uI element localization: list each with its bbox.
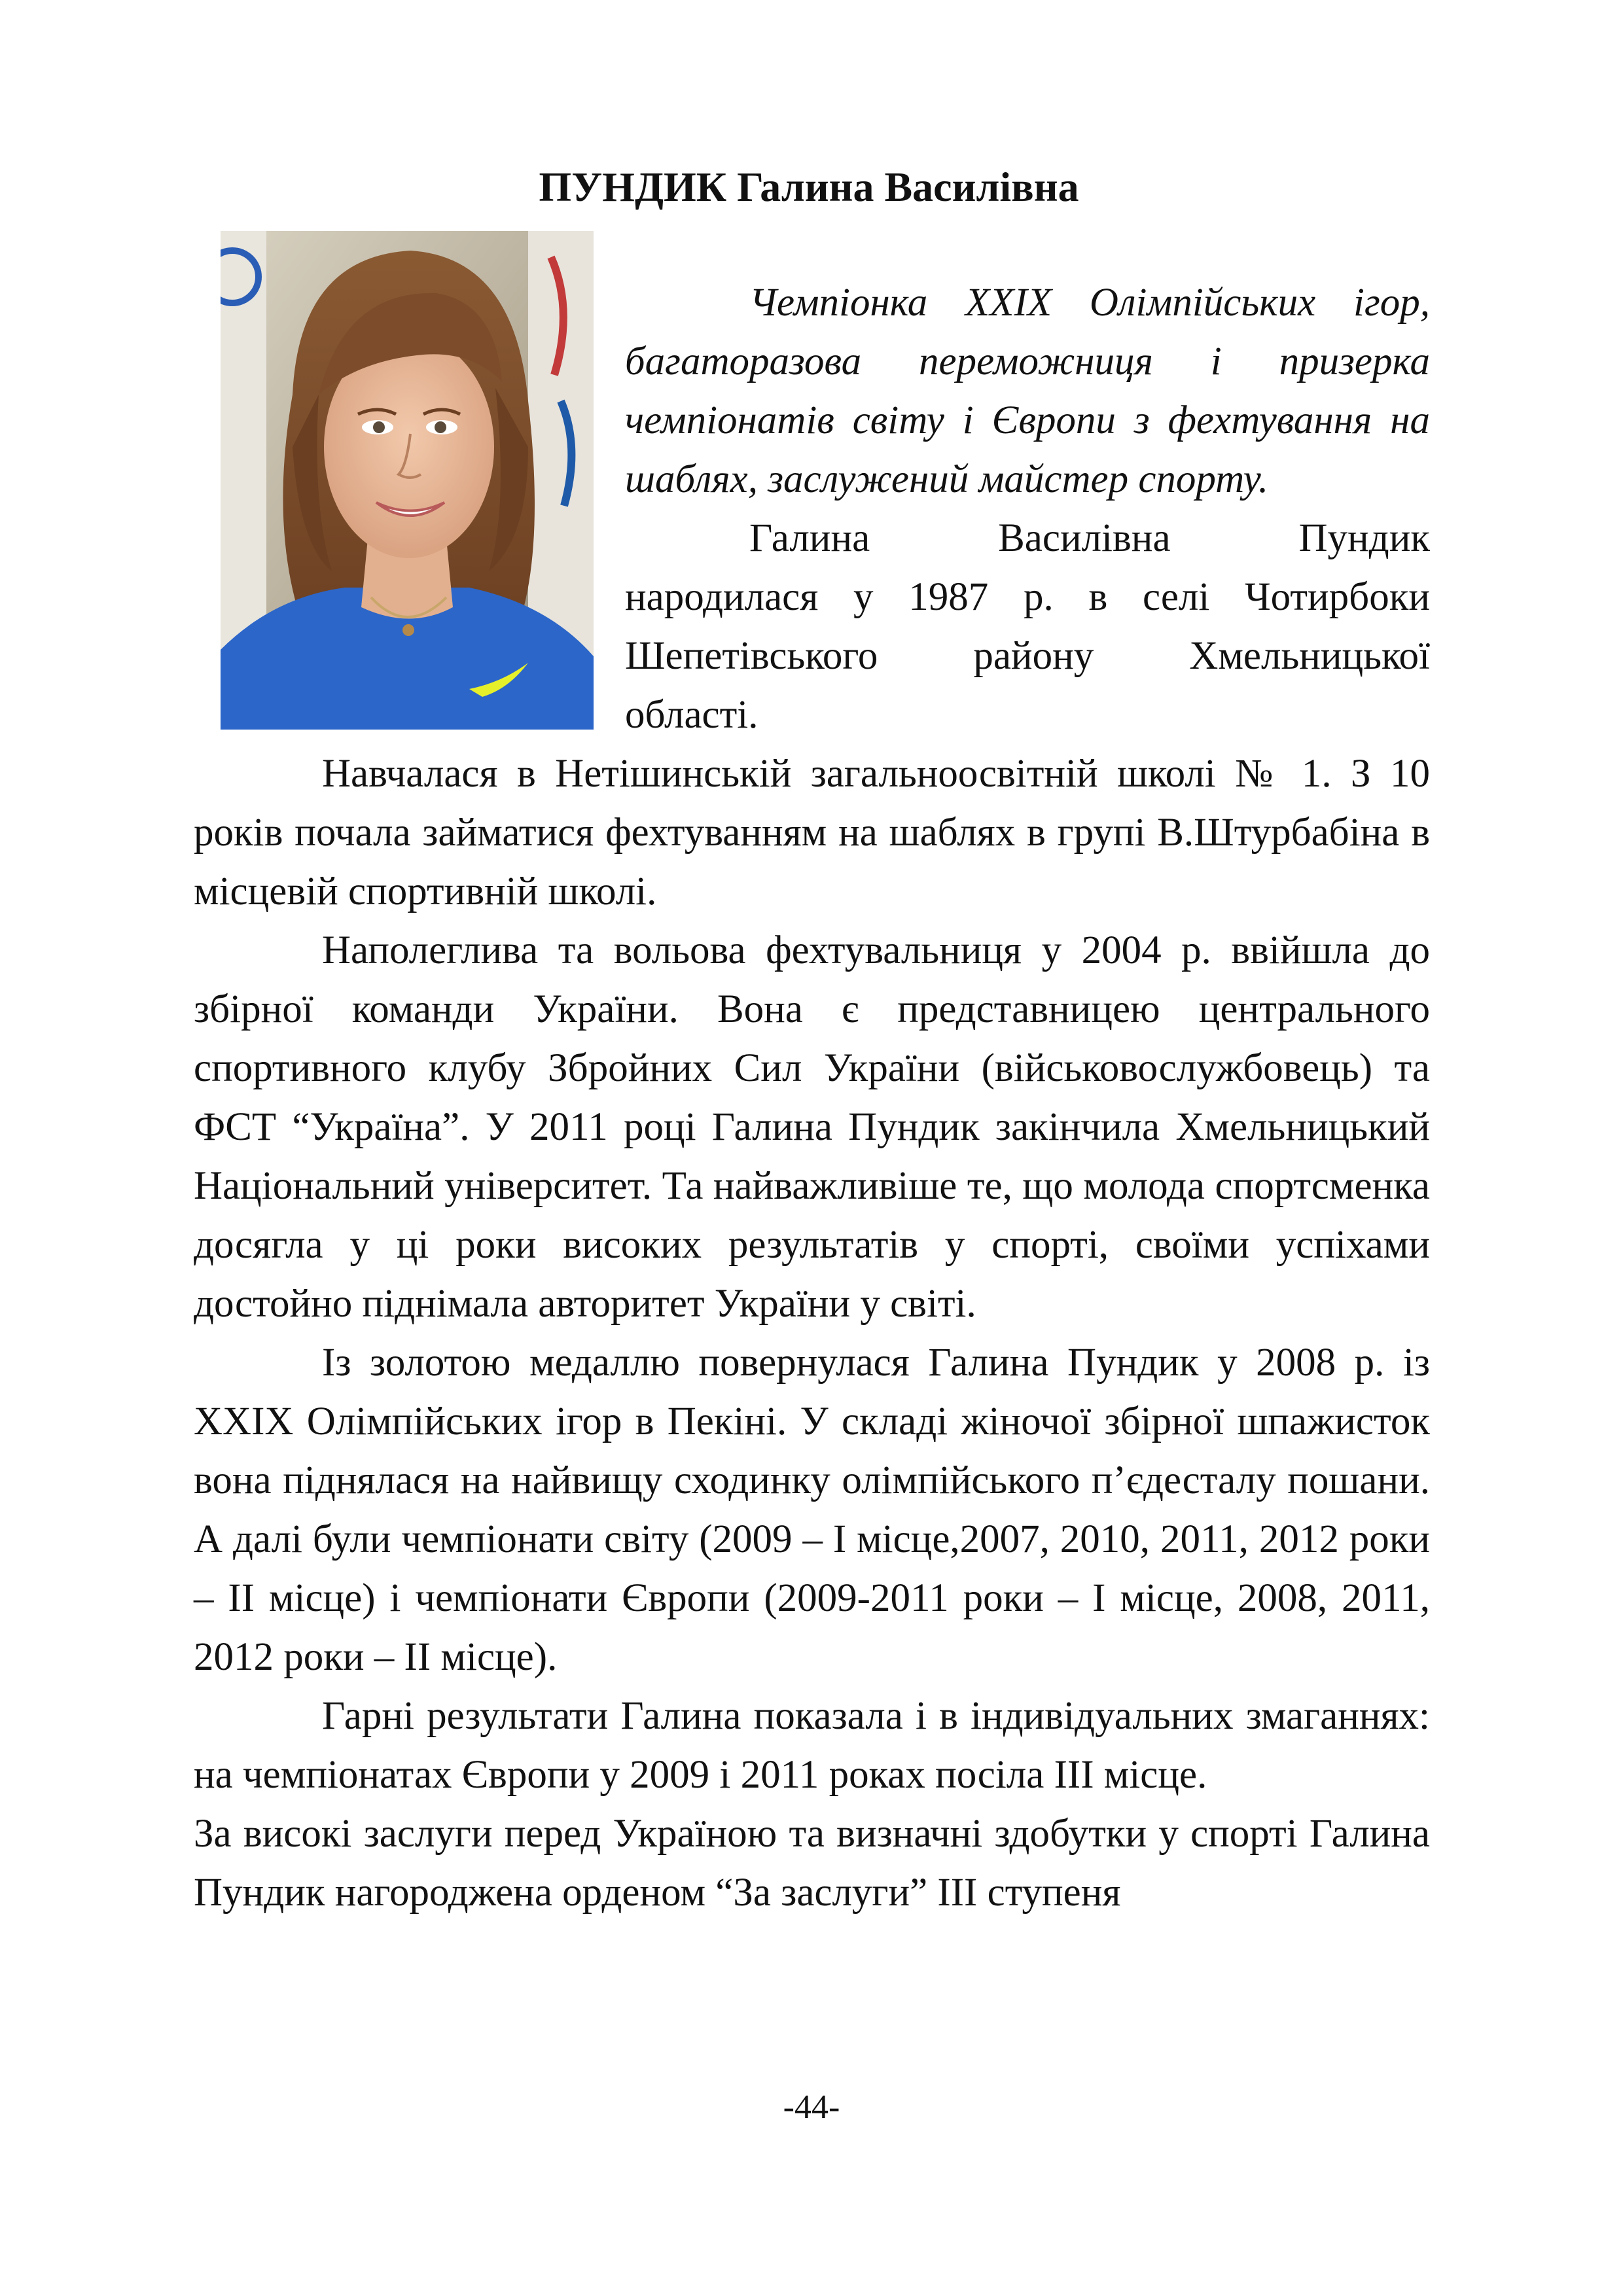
paragraph-award: За високі заслуги перед Україною та визначні здобутки у спорті Галина Пундик нагороджена орденом “За заслуги” ІІІ ступеня [194, 1812, 1430, 1915]
bio-line-1: Галина Василівна Пундик [749, 516, 1430, 560]
bio-line-4: області. [625, 693, 758, 737]
body-text [194, 745, 1430, 1922]
paragraph-individual-results: Гарні результати Галина показала і в індивідуальних змаганнях: на чемпіонатах Європи у 2009 і 2011 роках посіла ІІІ місце. [194, 1694, 1430, 1797]
bio-line-2: народилася у 1987 р. в селі Чотирбоки [625, 575, 1430, 619]
portrait-photo [221, 231, 594, 730]
page-number: -44- [783, 2089, 840, 2126]
page-title: ПУНДИК Галина Василівна [539, 164, 1079, 210]
intro-lead-italic: Чемпіонка XXIX Олімпійських ігор, багаторазова переможниця і призерка чемпіонатів світу і Європи з фехтування на шаблях, заслужений майстер спорту. [625, 281, 1430, 501]
bio-line-3: Шепетівського району Хмельницької [625, 634, 1430, 678]
paragraph-education: Навчалася в Нетішинській загальноосвітній школі № 1. З 10 років почала займатися фехтуванням на шаблях в групі В.Штурбабіна в місцевій спортивній школі. [194, 752, 1430, 913]
paragraph-national-team: Наполеглива та вольова фехтувальниця у 2004 р. ввійшла до збірної команди України. Вона є представницею центрального спортивного клубу Збройних Сил України (військовослужбовець) та ФСТ “Україна”. У 2011 році Галина Пундик закінчила Хмельницький Національний університет. Та найважливіше те, що молода спортсменка досягла у ці роки високих результатів у спорті, своїми успіхами достойно піднімала авторитет України у світі. [194, 928, 1430, 1326]
paragraph-olympic-gold: Із золотою медаллю повернулася Галина Пундик у 2008 р. із XXIX Олімпійських ігор в Пекіні. У складі жіночої збірної шпажисток вона піднялася на найвищу сходинку олімпійського п’єдесталу пошани. А далі були чемпіонати світу (2009 – І місце,2007, 2010, 2011, 2012 роки – ІІ місце) і чемпіонати Європи (2009-2011 роки – І місце, 2008, 2011, 2012 роки – ІІ місце). [194, 1341, 1430, 1679]
intro-text-block [625, 274, 1430, 745]
